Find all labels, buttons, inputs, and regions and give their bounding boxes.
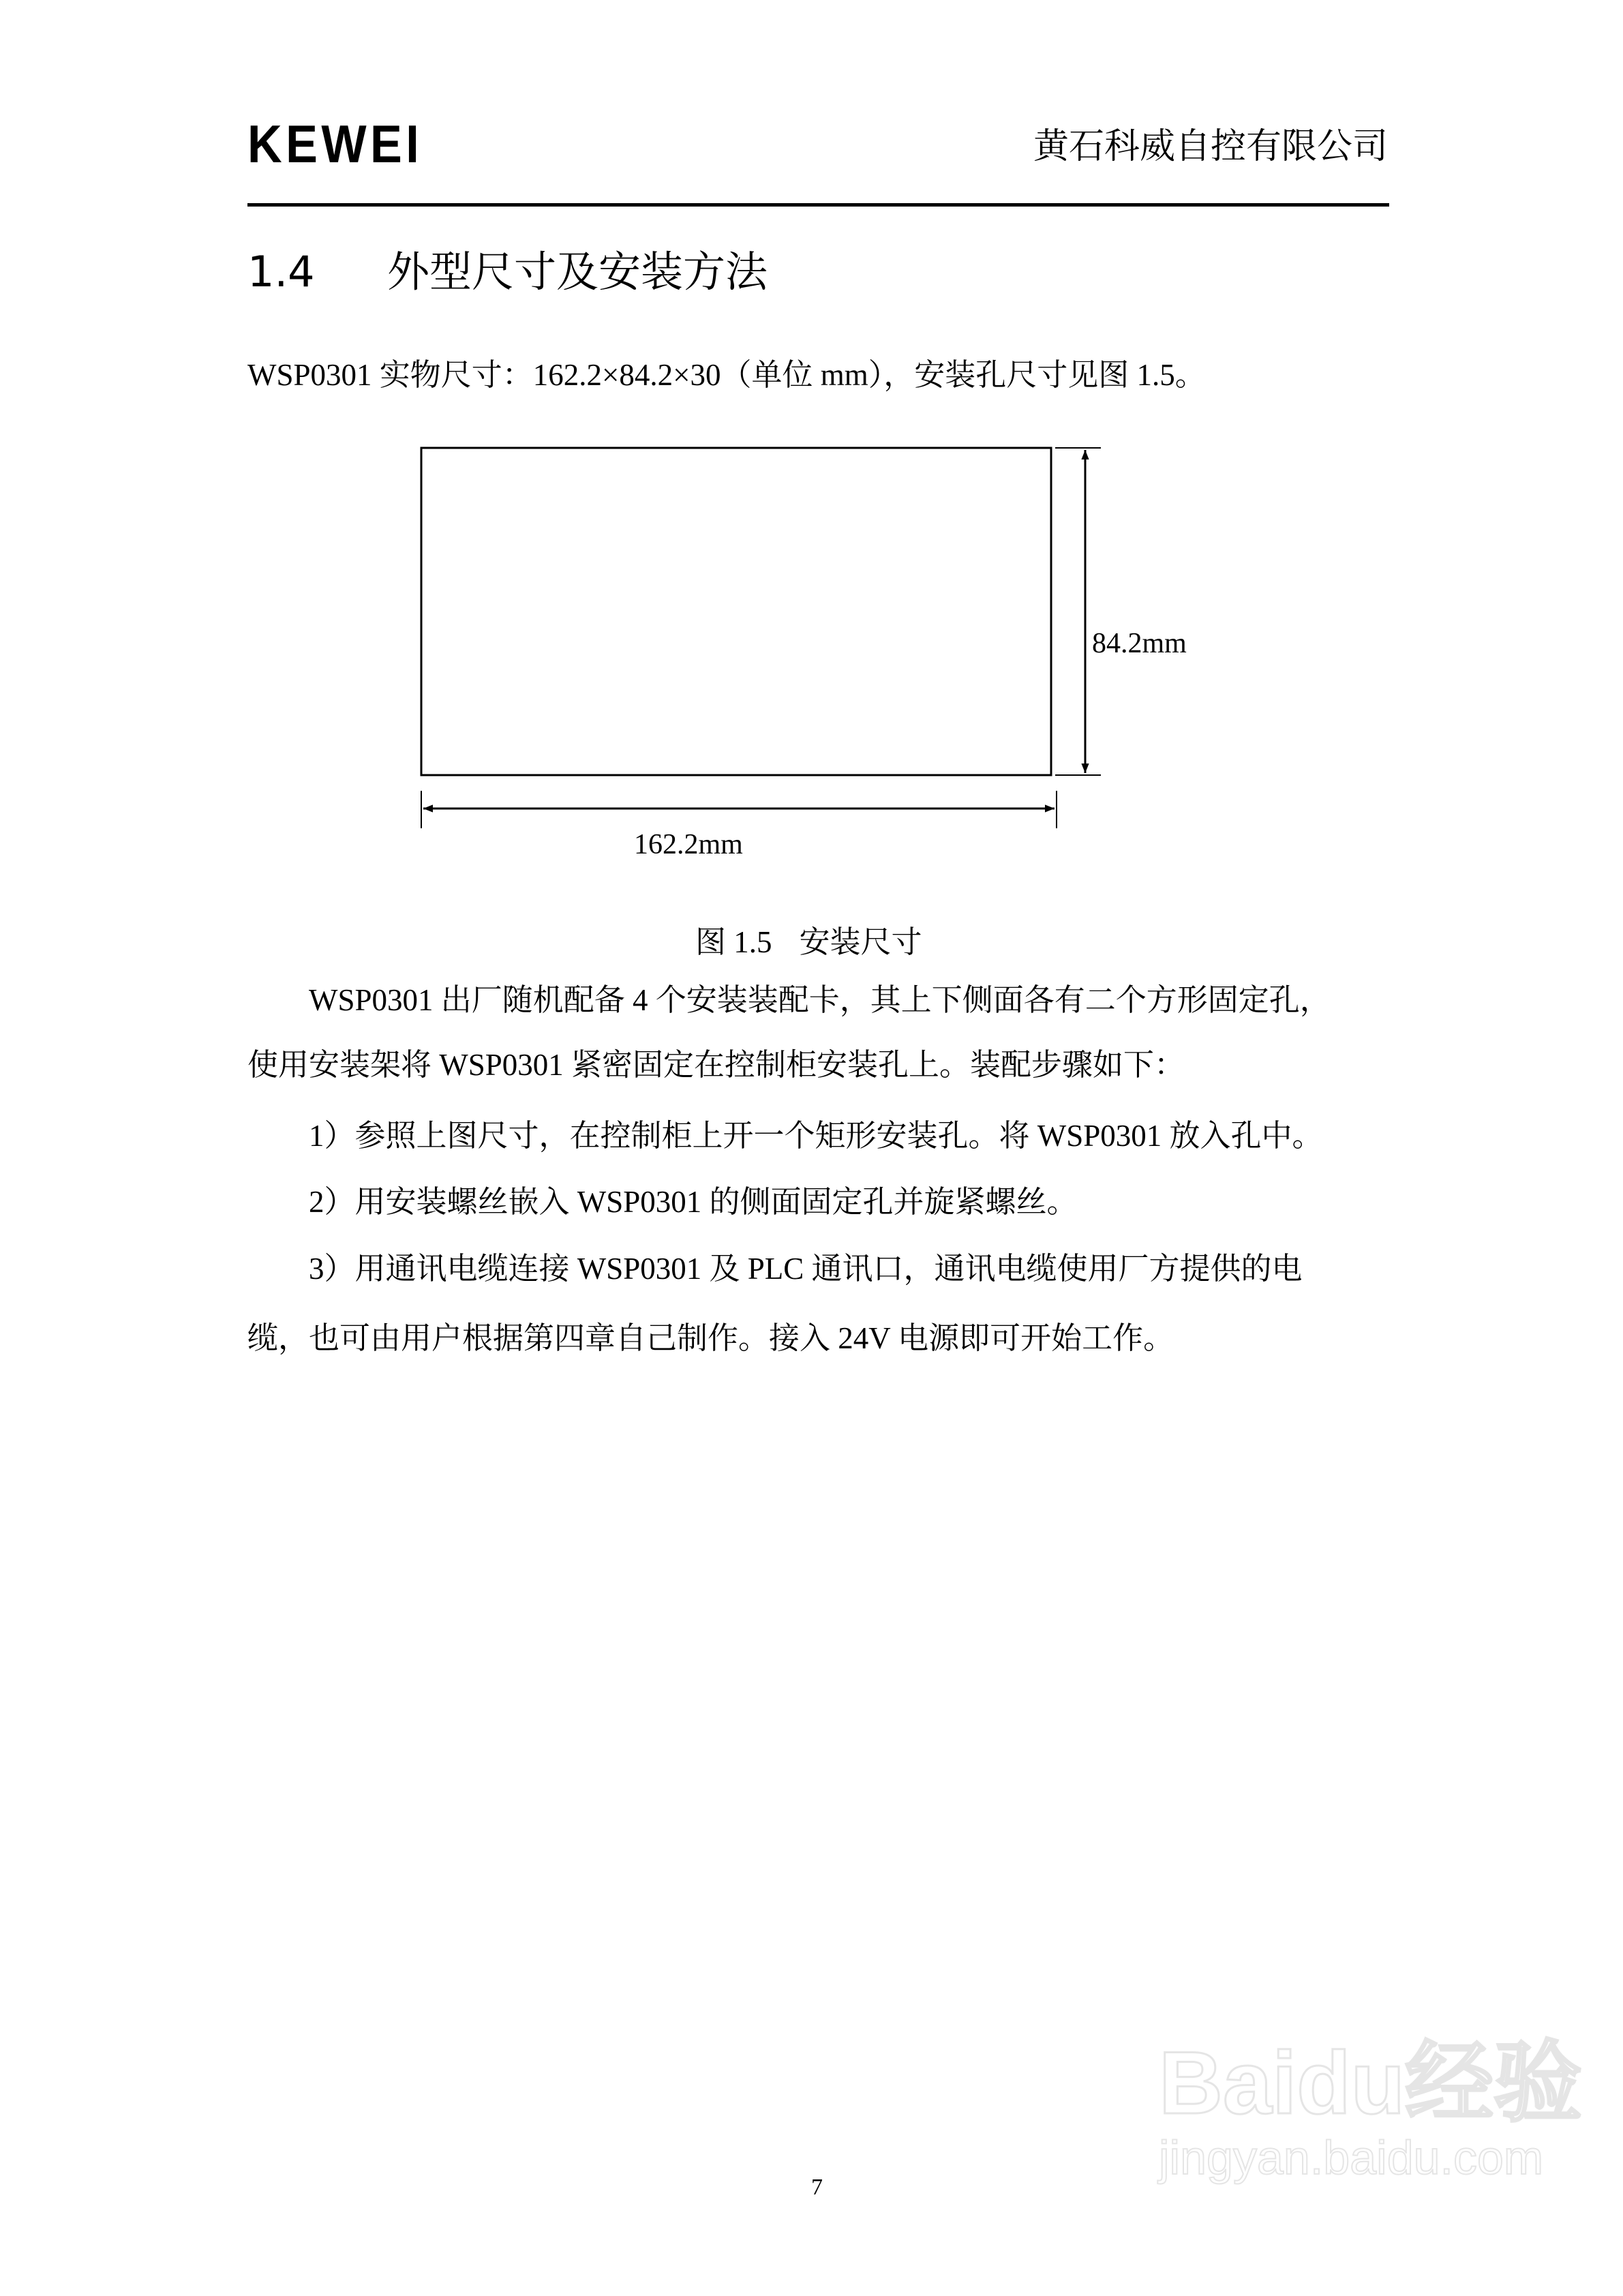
caption-text: 安装尺寸: [799, 925, 922, 959]
paragraph-line: 缆，也可由用户根据第四章自己制作。接入 24V 电源即可开始工作。: [247, 1321, 1174, 1355]
width-dimension: [421, 791, 1057, 828]
company-name: 黄石科威自控有限公司: [1033, 127, 1388, 166]
baidu-watermark: [1159, 2033, 1583, 2184]
step-3: 3）用通讯电缆连接 WSP0301 及 PLC 通讯口，通讯电缆使用厂方提供的电: [309, 1252, 1303, 1286]
paragraph-line: 使用安装架将 WSP0301 紧密固定在控制柜安装孔上。装配步骤如下：: [247, 1048, 1185, 1082]
page-number: 7: [811, 2175, 823, 2200]
figure-caption: [695, 917, 922, 961]
watermark-brand: Baidu经验: [1159, 2033, 1583, 2132]
device-outline: [421, 448, 1051, 775]
height-dimension: [1055, 448, 1101, 775]
step-1: 1）参照上图尺寸，在控制柜上开一个矩形安装孔。将 WSP0301 放入孔中。: [309, 1119, 1323, 1153]
height-label: 84.2mm: [1092, 628, 1187, 659]
width-label: 162.2mm: [634, 829, 743, 860]
company-logo: KEWEI: [247, 114, 423, 174]
caption-number: 图 1.5: [695, 925, 772, 959]
section-title: 外型尺寸及安装方法: [387, 247, 768, 297]
dimension-drawing: [0, 0, 1623, 954]
paragraph-line: WSP0301 出厂随机配备 4 个安装装配卡，其上下侧面各有二个方形固定孔，: [309, 983, 1331, 1017]
intro-text: WSP0301 实物尺寸：162.2×84.2×30（单位 mm），安装孔尺寸见图 1.5。: [247, 358, 1206, 392]
watermark-url: jingyan.baidu.com: [1159, 2131, 1544, 2184]
section-number: 1.4: [247, 247, 315, 297]
step-2: 2）用安装螺丝嵌入 WSP0301 的侧面固定孔并旋紧螺丝。: [309, 1185, 1078, 1219]
